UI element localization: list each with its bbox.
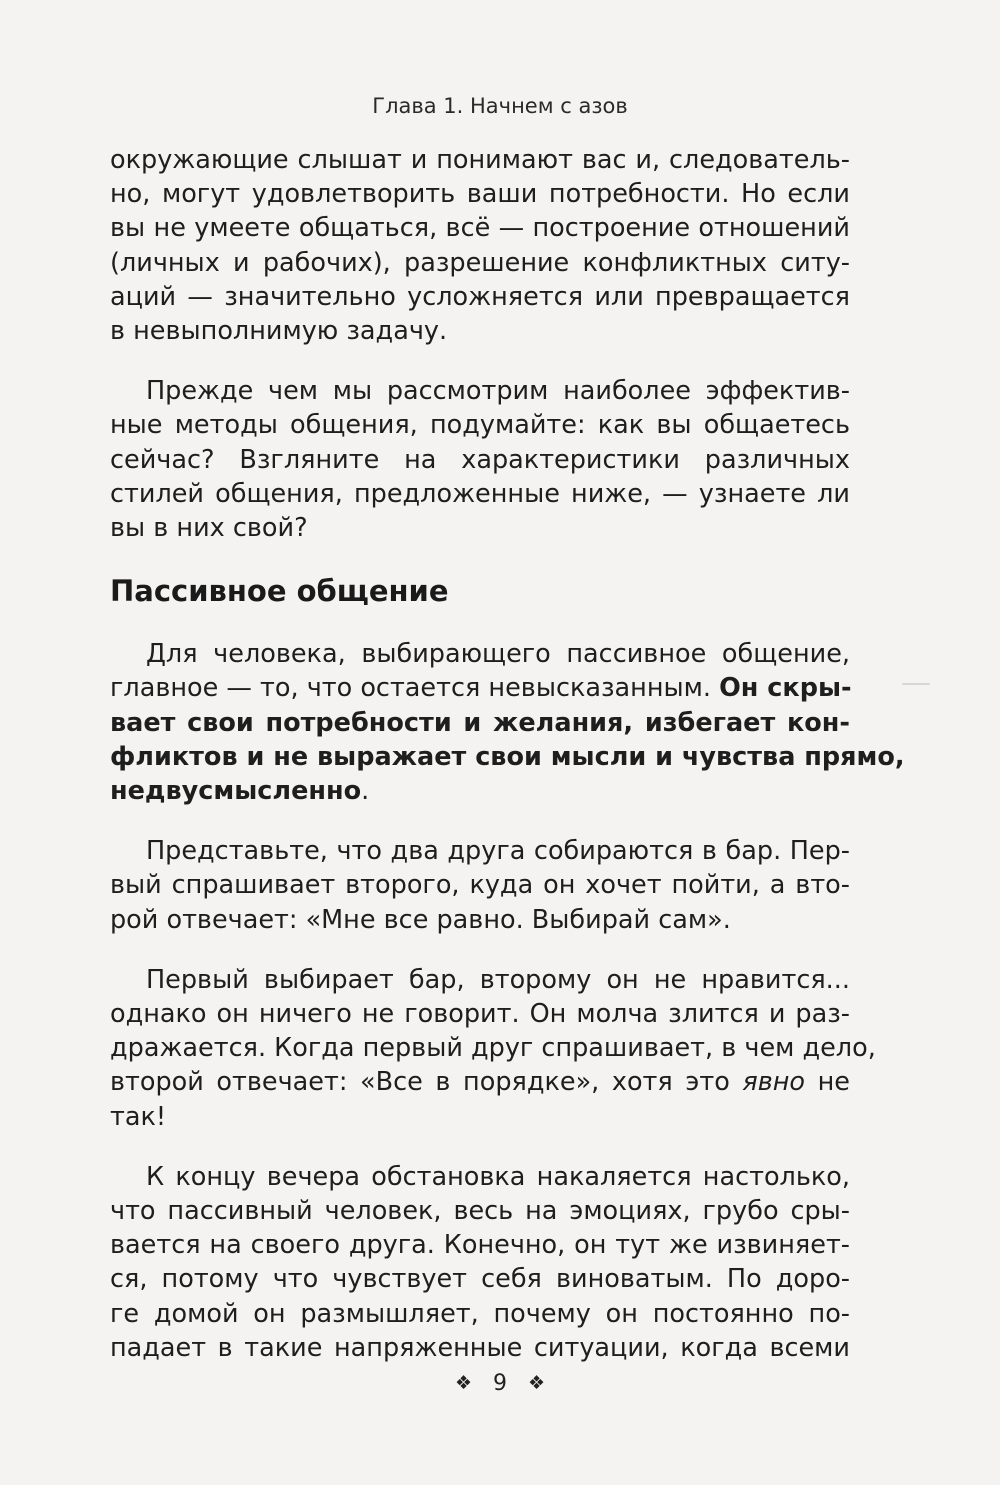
text-line: ся, потому что чувствует себя виноватым. По доро- [110, 1264, 850, 1295]
section-heading: Пассивное общение [110, 574, 449, 609]
paragraph-3 [110, 637, 905, 808]
text-line: однако он ничего не говорит. Он молча злится и раз- [110, 999, 850, 1030]
page-edge-mark [902, 683, 930, 685]
body-text [110, 143, 905, 1391]
page-number: 9 [493, 1370, 507, 1396]
running-header: Глава 1. Начнем с азов [372, 94, 628, 118]
text-line: Прежде чем мы рассмотрим наиболее эффектив- [146, 376, 850, 407]
italic-text: явно [742, 1067, 806, 1098]
text-line: вы в них свой? [110, 513, 308, 544]
plain-text: главное — то, что остается невысказанным. [110, 673, 720, 704]
bold-text: недвусмысленно [110, 776, 362, 807]
ornament-icon: ❖ [454, 1372, 472, 1394]
text-line: падает в такие напряженные ситуации, когда всеми [110, 1332, 850, 1363]
text-line: ге домой он размышляет, почему он постоянно по- [110, 1298, 850, 1329]
text-line: Для человека, выбирающего пассивное общение, [146, 639, 850, 670]
text-line [110, 706, 850, 740]
text-line [110, 740, 905, 774]
text-line: рой отвечает: «Мне все равно. Выбирай сам». [110, 904, 731, 935]
text-line: окружающие слышат и понимают вас и, следователь- [110, 145, 850, 175]
text-line: аций — значительно усложняется или превращается [110, 281, 850, 312]
paragraph-1 [110, 143, 850, 348]
plain-text: второй отвечает: «Все в порядке», хотя это [110, 1067, 743, 1098]
text-line: (личных и рабочих), разрешение конфликтных ситу- [110, 247, 850, 278]
text-line: вы не умеете общаться, всё — построение отношений [110, 213, 850, 244]
plain-text: не [805, 1067, 850, 1098]
text-line: вается на своего друга. Конечно, он тут же извиняет- [110, 1230, 850, 1261]
text-line: Представьте, что два друга собираются в бар. Пер- [146, 836, 850, 867]
text-line: вый спрашивает второго, куда он хочет пойти, а вто- [110, 870, 850, 901]
text-line: Первый выбирает бар, второму он не нравится... [146, 964, 850, 995]
text-line: стилей общения, предложенные ниже, — узнаете ли [110, 478, 850, 509]
bold-text: фликтов и не выражает свои мысли и чувства прямо, [110, 741, 905, 772]
paragraph-5 [110, 963, 876, 1134]
text-line [110, 1065, 850, 1099]
paragraph-6 [110, 1160, 850, 1365]
paragraph-4 [110, 834, 850, 937]
bold-text: вает свои потребности и желания, избегает кон- [110, 707, 850, 738]
text-line: что пассивный человек, весь на эмоциях, грубо сры- [110, 1196, 850, 1227]
page-footer [0, 1370, 1000, 1396]
text-line: дражается. Когда первый друг спрашивает, в чем дело, [110, 1033, 876, 1064]
text-line: но, могут удовлетворить ваши потребности. Но если [110, 179, 850, 210]
text-line: К концу вечера обстановка накаляется настолько, [146, 1161, 850, 1192]
text-line: сейчас? Взгляните на характеристики различных [110, 444, 850, 475]
text-line: ные методы общения, подумайте: как вы общаетесь [110, 410, 850, 441]
plain-text: . [361, 776, 370, 807]
bold-text: Он скры- [719, 673, 852, 704]
text-line: так! [110, 1101, 167, 1132]
text-line: в невыполнимую задачу. [110, 316, 448, 347]
text-line [110, 774, 850, 808]
ornament-icon: ❖ [528, 1372, 546, 1394]
text-line [110, 671, 850, 705]
paragraph-2 [110, 374, 850, 545]
